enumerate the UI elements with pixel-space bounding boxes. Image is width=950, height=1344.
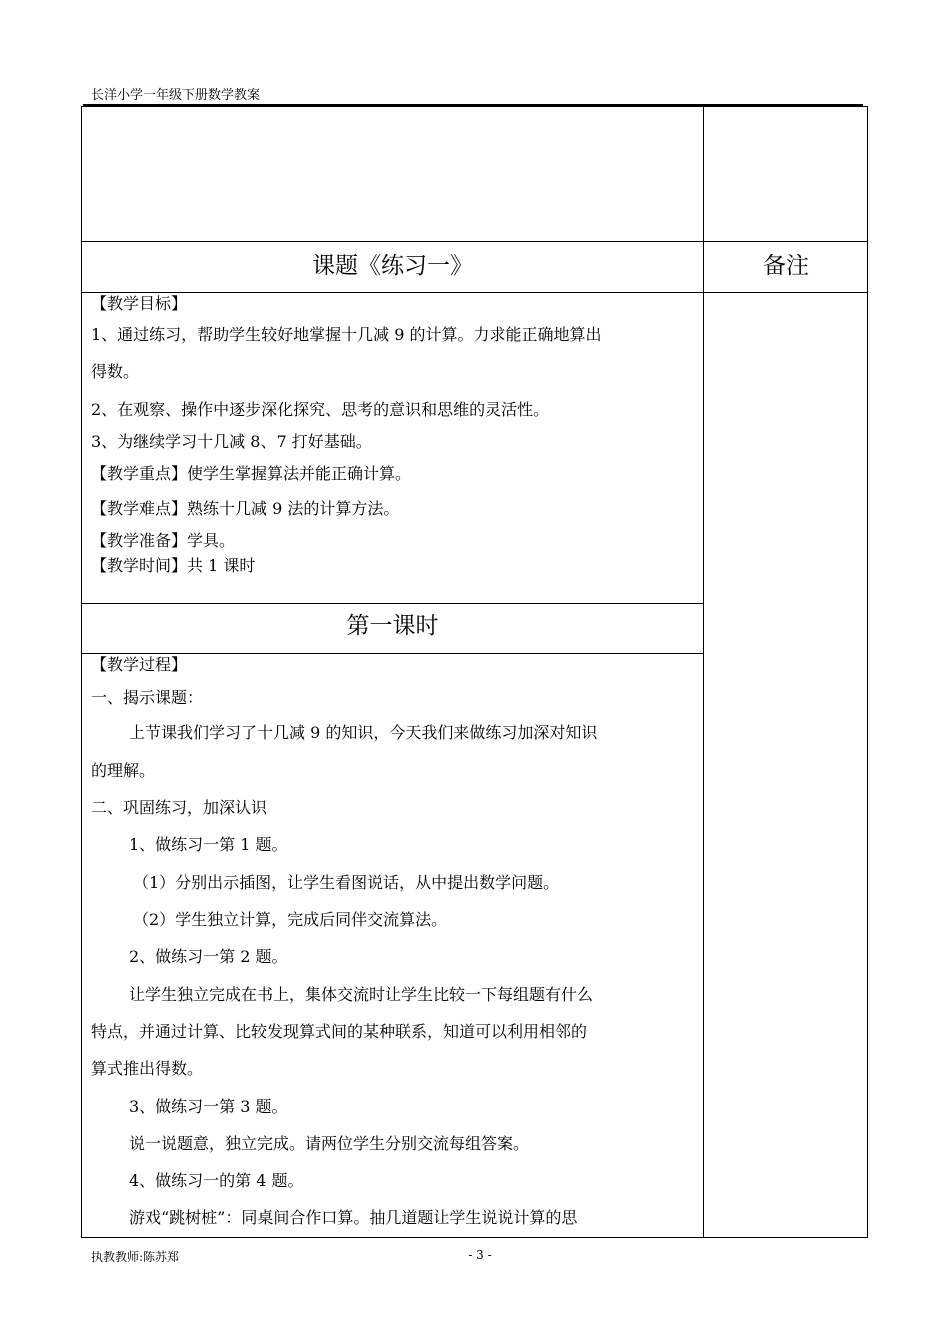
objective-1-line-2: 得数。: [91, 362, 140, 381]
key-point: 【教学重点】使学生掌握算法并能正确计算。: [91, 464, 412, 483]
preparation: 【教学准备】学具。: [91, 531, 236, 550]
exercise-1: 1、做练习一第 1 题。: [129, 835, 288, 854]
objectives-heading: 【教学目标】: [91, 294, 188, 313]
exercise-1-sub-2: （2）学生独立计算，完成后同伴交流算法。: [133, 910, 448, 929]
process-step-2: 二、巩固练习，加深认识: [91, 798, 268, 817]
objective-3: 3、为继续学习十几减 8、7 打好基础。: [91, 432, 372, 451]
objective-1-line-1: 1、通过练习，帮助学生较好地掌握十几减 9 的计算。力求能正确地算出: [91, 325, 602, 344]
exercise-4: 4、做练习一的第 4 题。: [129, 1171, 304, 1190]
row-divider-title: [82, 292, 867, 293]
process-step-1: 一、揭示课题：: [91, 688, 204, 707]
lesson-title: 课题《练习一》: [312, 253, 473, 279]
remark-header: 备注: [763, 253, 809, 279]
exercise-1-sub-1: （1）分别出示插图，让学生看图说话，从中提出数学问题。: [133, 873, 560, 892]
difficult-point: 【教学难点】熟练十几减 9 法的计算方法。: [91, 499, 400, 518]
process-intro-line-1: 上节课我们学习了十几减 9 的知识，今天我们来做练习加深对知识: [129, 723, 598, 742]
exercise-3-desc: 说一说题意，独立完成。请两位学生分别交流每组答案。: [129, 1134, 530, 1153]
exercise-3: 3、做练习一第 3 题。: [129, 1097, 288, 1116]
exercise-2-line-1: 让学生独立完成在书上，集体交流时让学生比较一下每组题有什么: [129, 985, 594, 1004]
process-intro-line-2: 的理解。: [91, 761, 156, 780]
exercise-2-line-3: 算式推出得数。: [91, 1059, 204, 1078]
page-header-title: 长洋小学一年级下册数学教案: [91, 88, 261, 103]
lesson-time: 【教学时间】共 1 课时: [91, 556, 256, 575]
footer-teacher: 执教教师:陈苏郑: [91, 1250, 180, 1264]
process-heading: 【教学过程】: [91, 655, 188, 674]
row-divider-period-top: [82, 603, 703, 604]
row-divider-top: [82, 241, 867, 242]
row-divider-period-bottom: [82, 653, 703, 654]
footer-page-number: - 3 -: [468, 1248, 492, 1262]
exercise-2-line-2: 特点，并通过计算、比较发现算式间的某种联系，知道可以利用相邻的: [91, 1022, 588, 1041]
exercise-4-desc: 游戏“跳树桩”：同桌间合作口算。抽几道题让学生说说计算的思: [129, 1208, 578, 1227]
exercise-2: 2、做练习一第 2 题。: [129, 947, 288, 966]
period-title: 第一课时: [346, 613, 439, 639]
objective-2: 2、在观察、操作中逐步深化探究、思考的意识和思维的灵活性。: [91, 400, 550, 419]
